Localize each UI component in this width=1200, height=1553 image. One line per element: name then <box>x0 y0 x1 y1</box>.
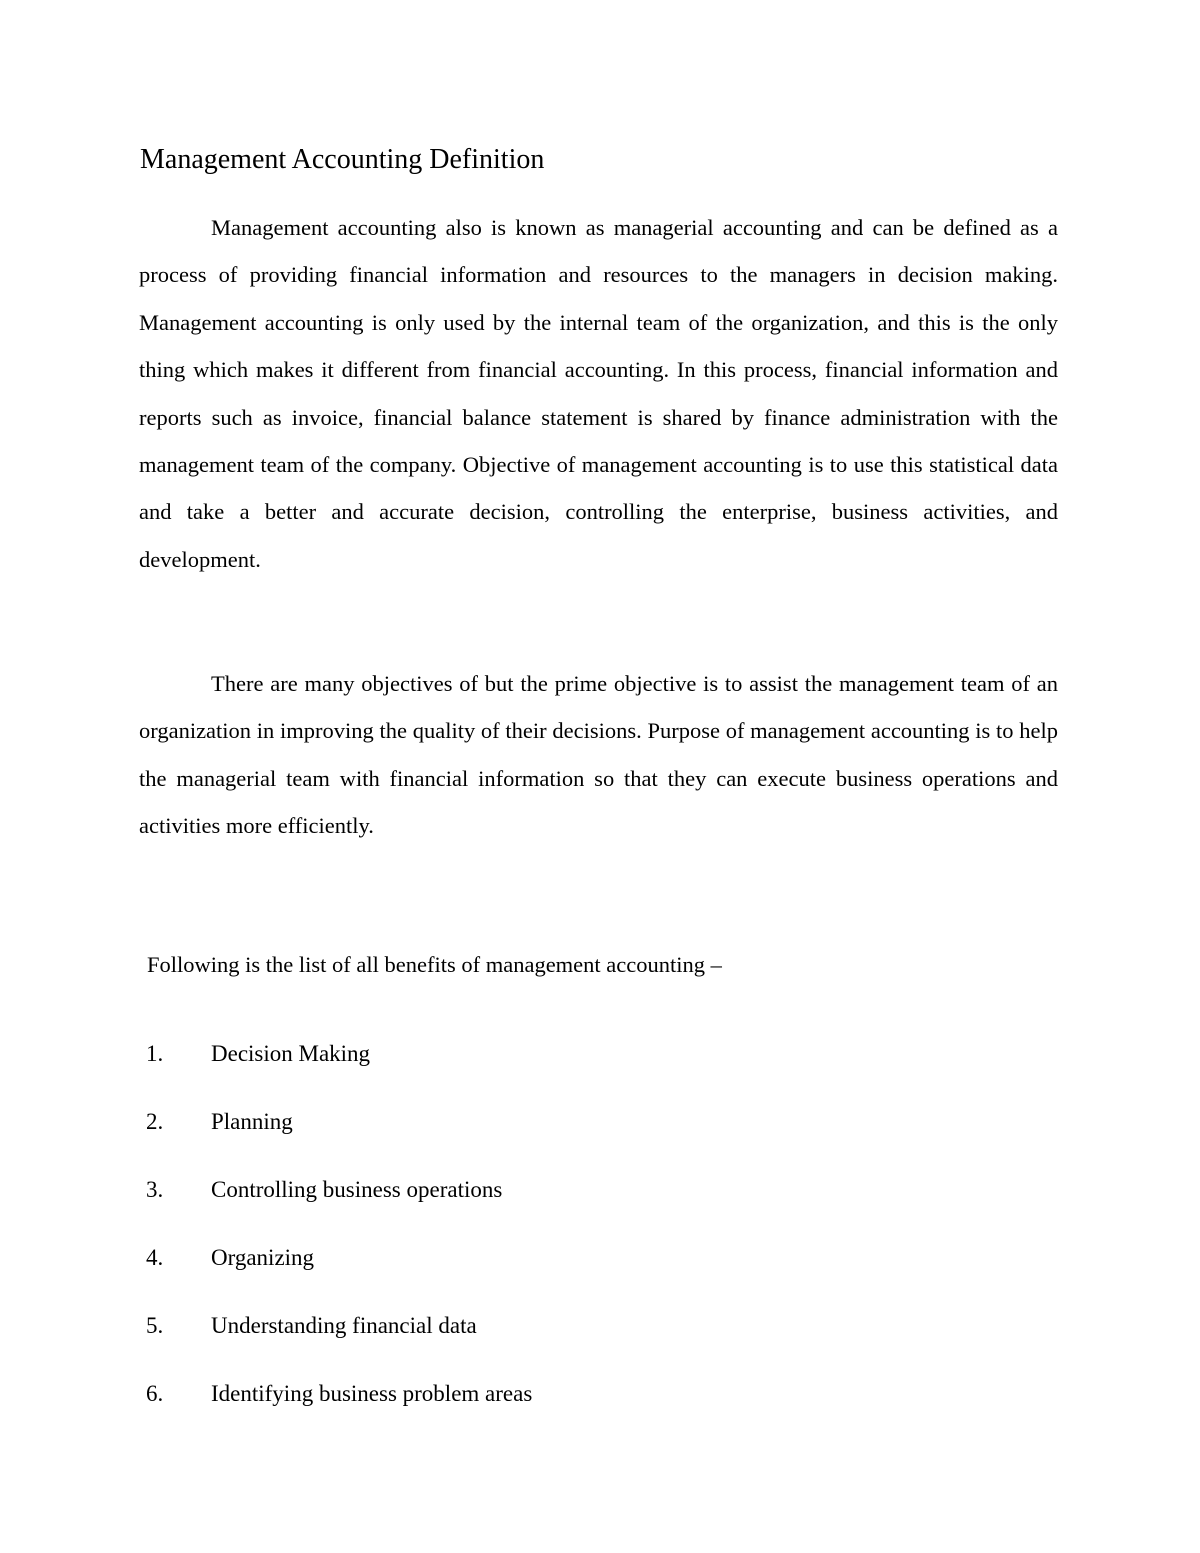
paragraph-objectives: There are many objectives of but the prime objective is to assist the management team of an organization in improving the quality of their decisions. Purpose of management accounting is to help the managerial team with financial information so that they can execute business operations and activities more efficiently. <box>139 671 1058 839</box>
list-item-number: 4. <box>146 1245 164 1270</box>
paragraph-definition: Management accounting also is known as managerial accounting and can be defined as a process of providing financial information and resources to the managers in decision making. Management accounting is only used by the internal team of the organization, and this is the only thing which makes it different from financial accounting. In this process, financial information and reports such as invoice, financial balance statement is shared by finance administration with the management team of the company. Objective of management accounting is to use this statistical data and take a better and accurate decision, controlling the enterprise, business activities, and development. <box>139 215 1058 572</box>
list-item-number: 3. <box>146 1177 164 1202</box>
benefits-list <box>146 1032 1046 1440</box>
list-item <box>146 1032 1046 1100</box>
list-item-text: Organizing <box>211 1245 315 1270</box>
benefits-intro: Following is the list of all benefits of management accounting – <box>147 952 722 977</box>
list-item-number: 5. <box>146 1313 164 1338</box>
list-item <box>146 1304 1046 1372</box>
list-item-number: 6. <box>146 1381 164 1406</box>
list-item <box>146 1372 1046 1440</box>
list-item-text: Planning <box>211 1109 293 1134</box>
list-item-text: Controlling business operations <box>211 1177 503 1202</box>
list-item-number: 1. <box>146 1041 164 1066</box>
list-item-number: 2. <box>146 1109 164 1134</box>
list-item <box>146 1100 1046 1168</box>
list-item-text: Understanding financial data <box>211 1313 477 1338</box>
document-title: Management Accounting Definition <box>140 144 545 175</box>
list-item-text: Identifying business problem areas <box>211 1381 533 1406</box>
list-item <box>146 1236 1046 1304</box>
list-item <box>146 1168 1046 1236</box>
list-item-text: Decision Making <box>211 1041 371 1066</box>
